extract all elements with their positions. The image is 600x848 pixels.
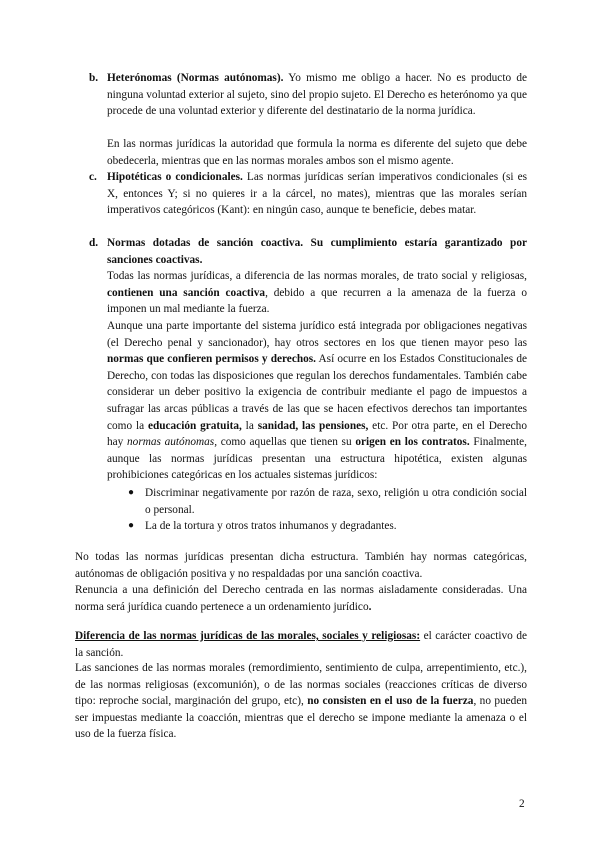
bullet-item-1: Discriminar negativamente por razón de raza, sexo, religión u otra condición social o personal.: [145, 487, 527, 516]
diferencia-text-c: , no pueden ser impuestas mediante la coacción, mientras que el derecho se impone mediante la amenaza o el uso de la fuerza física.: [75, 695, 527, 741]
item-b-paragraph: [107, 70, 527, 120]
d-p2-text-i: como aquellas que tienen su: [217, 436, 356, 449]
d-p2-text-g: etc. Por otra parte, en el Derecho hay: [107, 419, 527, 449]
diferencia-heading-paragraph: [75, 628, 527, 661]
d-p2-bold-contratos: origen en los contratos.: [355, 436, 470, 449]
renuncia-period: .: [368, 600, 372, 613]
diferencia-heading: Diferencia de las normas jurídicas de las morales, sociales y religiosas:: [75, 630, 421, 642]
item-b-text: Yo mismo me obligo a hacer. No es producto de ninguna voluntad exterior al sujeto, sino del propio sujeto. El Derecho es heterónomo ya que procede de una voluntad exterior y diferente del destinatario de la norma jurídica.: [107, 72, 527, 118]
diferencia-paragraph: [75, 660, 527, 743]
item-d-title: [107, 235, 527, 268]
item-d-marker: d.: [89, 237, 99, 249]
d-p2-italic-autonomas: normas autónomas,: [127, 436, 218, 449]
d-p1-text-c: , debido a que recurren a la amenaza de la fuerza o imponen un mal mediante la fuerza.: [107, 286, 527, 316]
diferencia-bold-fuerza: no consisten en el uso de la fuerza: [307, 695, 474, 708]
diferencia-text-a: Las sanciones de las normas morales (remordimiento, sentimiento de culpa, arrepentimiento, etc.), de las normas religiosas (excomunión), o de las normas sociales (reacciones críticas de diverso tipo: reproche social, marginación del grupo, etc),: [75, 662, 527, 708]
d-p2-text-k: Finalmente, aunque las normas jurídicas presentan una estructura hipotética, existen algunas prohibiciones categóricas en los actuales sistemas jurídicos:: [107, 436, 528, 482]
item-c-paragraph: [107, 169, 527, 219]
bullet-dot-2: ●: [128, 520, 135, 531]
item-c-text: Las normas jurídicas serían imperativos condicionales (si es X, entonces Y; si no quieres ir a la cárcel, no mates), mientras que las morales serían imperativos categóricos (Kant): en ningún caso, aunque te beneficie, debes matar.: [107, 171, 527, 217]
paragraph-renuncia: [75, 582, 527, 615]
d-p2-bold-educacion: educación gratuita,: [147, 419, 242, 432]
d-p2-bold-permisos: normas que confieren permisos y derechos.: [107, 353, 316, 366]
d-p2-text-a: Aunque una parte importante del sistema jurídico está integrada por obligaciones negativas (el Derecho penal y sancionador), hay otros sectores en los que tienen mayor peso las: [107, 320, 527, 349]
d-p1-bold: contienen una sanción coactiva: [107, 286, 266, 299]
d-p2-text-e: la: [241, 419, 258, 432]
item-b-title: Heterónomas (Normas autónomas).: [107, 72, 284, 84]
item-d-paragraph-1: [107, 268, 527, 318]
bullet-dot-1: ●: [128, 487, 135, 498]
d-p2-text-c: Así ocurre en los Estados Constitucionales de Derecho, con todas las disposiciones que regulan los derechos fundamentales. También cabe considerar un deber positivo la exigencia de contribuir mediante el pago de impuestos a sufragar las arcas públicas a través de las que se hacen efectivos derechos tan importantes como la: [107, 353, 527, 432]
item-d-paragraph-2: [107, 318, 527, 484]
item-c-title: Hipotéticas o condicionales.: [107, 171, 243, 183]
d-p1-text-a: Todas las normas jurídicas, a diferencia de las normas morales, de trato social y religiosas,: [107, 270, 527, 282]
item-d-title-text: Normas dotadas de sanción coactiva. Su cumplimiento estaría garantizado por sanciones coactivas.: [107, 237, 527, 266]
item-b-marker: b.: [89, 72, 99, 84]
diferencia-heading-rest: el carácter coactivo de la sanción.: [75, 630, 527, 659]
item-c-marker: c.: [89, 171, 97, 183]
bullet-item-2: La de la tortura y otros tratos inhumanos y degradantes.: [145, 520, 397, 532]
paragraph-estructura: No todas las normas jurídicas presentan dicha estructura. También hay normas categóricas, autónomas de obligación positiva y no respaldadas por una sanción coactiva.: [75, 551, 527, 580]
d-p2-bold-sanidad: sanidad, las pensiones,: [257, 419, 369, 432]
item-b-paragraph-2: En las normas jurídicas la autoridad que formula la norma es diferente del sujeto que debe obedecerla, mientras que en las normas morales ambos son el mismo agente.: [107, 138, 527, 167]
page-number: 2: [519, 798, 525, 810]
renuncia-text: Renuncia a una definición del Derecho centrada en las normas aisladamente consideradas. Una norma será jurídica cuando pertenece a un ordenamiento jurídico: [75, 584, 527, 613]
